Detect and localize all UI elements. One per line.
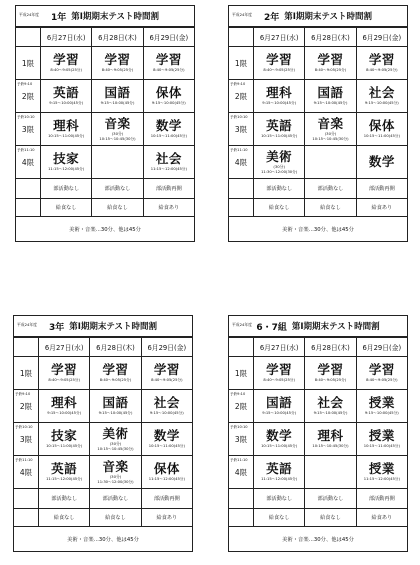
date-header: 6月29日(金) — [356, 28, 407, 47]
subject-name: 社会 — [153, 395, 180, 410]
time-range: 11:15～12:00(45分) — [148, 477, 185, 481]
subject-cell — [254, 357, 305, 390]
timetable-sheet — [13, 315, 193, 547]
subject-name: 理科 — [317, 428, 344, 443]
lunch-row — [229, 509, 408, 527]
bell-time: 予鈴10:10 — [17, 115, 35, 119]
timetable — [228, 27, 408, 217]
subject-cell — [141, 423, 192, 456]
club-status: 部活動再開 — [141, 489, 192, 509]
time-range: 8:40～9:05(25分) — [99, 378, 132, 382]
subject-cell — [39, 390, 90, 423]
period-cell — [229, 390, 254, 423]
subject-cell — [141, 390, 192, 423]
subject-cell — [305, 456, 356, 489]
subject-cell — [254, 456, 305, 489]
time-range: 11:15～12:00(45分) — [150, 167, 187, 171]
time-range: 9:15～10:00(45分) — [313, 411, 348, 415]
period-label: 1限 — [234, 58, 248, 68]
time-range: 9:15～10:00(45分) — [262, 101, 297, 105]
period-cell — [229, 113, 254, 146]
sheet-title — [228, 315, 408, 337]
date-header: 6月29日(金) — [356, 338, 407, 357]
duration-note: (30分) — [109, 440, 122, 446]
subject-name: 音楽 — [104, 115, 131, 131]
period-cell — [16, 146, 41, 179]
exam-title: 第Ⅰ期期末テスト時間割 — [71, 12, 160, 22]
time-range: 10:15～10:45(30分) — [99, 136, 136, 141]
subject-name: 理科 — [51, 395, 78, 410]
blank-cell — [16, 199, 41, 217]
timetable — [228, 337, 408, 527]
date-header: 6月27日(水) — [254, 28, 305, 47]
lunch-status: 給食なし — [92, 199, 143, 217]
subject-name: 国語 — [317, 85, 344, 100]
subject-cell — [254, 390, 305, 423]
date-header: 6月29日(金) — [141, 338, 192, 357]
period-cell — [229, 357, 254, 390]
subject-cell — [356, 423, 407, 456]
subject-cell — [41, 47, 92, 80]
subject-cell — [92, 146, 143, 179]
subject-cell — [305, 80, 356, 113]
bell-time: 予鈴9:10 — [15, 392, 31, 396]
period-row — [229, 146, 408, 179]
time-range: 8:40～9:05(25分) — [153, 68, 185, 72]
timetable — [15, 27, 195, 217]
club-status: 部活動なし — [305, 179, 356, 199]
subject-name: 音楽 — [102, 458, 129, 474]
time-range: 8:40～9:05(25分) — [50, 68, 82, 72]
blank-cell — [229, 509, 254, 527]
time-range: 9:15～10:00(45分) — [151, 101, 186, 105]
sheet-title — [13, 315, 193, 337]
duration-footer: 美術・音楽…30分、他は45分 — [228, 527, 408, 552]
lunch-status: 給食あり — [141, 509, 192, 527]
subject-cell — [305, 47, 356, 80]
time-range: 8:40～9:05(25分) — [263, 378, 295, 382]
blank-cell — [229, 179, 254, 199]
period-row — [229, 456, 408, 489]
sheet-title — [15, 5, 195, 27]
time-range: 8:40～9:05(25分) — [366, 68, 398, 72]
time-range: 10:15～11:00(45分) — [150, 134, 187, 138]
lunch-row — [14, 509, 193, 527]
period-label: 2限 — [234, 91, 248, 101]
period-cell — [16, 80, 41, 113]
exam-title: 第Ⅰ期期末テスト時間割 — [69, 322, 158, 332]
duration-footer: 美術・音楽…30分、他は45分 — [13, 527, 193, 552]
subject-cell — [141, 456, 192, 489]
subject-name: 学習 — [104, 52, 131, 67]
period-label: 4限 — [21, 157, 35, 167]
subject-cell — [39, 423, 90, 456]
subject-name: 美術 — [266, 148, 293, 164]
lunch-status: 給食なし — [305, 199, 356, 217]
lunch-status: 給食あり — [356, 509, 407, 527]
period-cell — [14, 456, 39, 489]
subject-name: 音楽 — [317, 115, 344, 131]
subject-cell — [41, 80, 92, 113]
period-label: 1限 — [21, 58, 35, 68]
club-row — [16, 179, 195, 199]
blank-cell — [229, 199, 254, 217]
period-row — [229, 423, 408, 456]
bell-time: 予鈴10:10 — [230, 425, 248, 429]
subject-cell — [254, 113, 305, 146]
date-header: 6月27日(水) — [39, 338, 90, 357]
subject-name: 保体 — [155, 85, 182, 100]
date-header: 6月29日(金) — [143, 28, 194, 47]
date-header: 6月28日(木) — [90, 338, 141, 357]
subject-cell — [254, 80, 305, 113]
subject-cell — [356, 80, 407, 113]
bell-time: 予鈴9:10 — [230, 392, 246, 396]
bell-time: 予鈴11:10 — [15, 458, 33, 462]
subject-name: 数学 — [153, 428, 180, 443]
time-range: 9:15～10:00(45分) — [364, 411, 399, 415]
subject-cell — [254, 146, 305, 179]
subject-name: 学習 — [102, 362, 129, 377]
time-range: 9:15～10:00(45分) — [364, 101, 399, 105]
subject-name: 学習 — [155, 52, 182, 67]
subject-name: 数学 — [368, 154, 395, 169]
exam-title: 第Ⅰ期期末テスト時間割 — [291, 322, 380, 332]
time-range: 8:40～9:05(25分) — [101, 68, 134, 72]
blank-cell — [14, 509, 39, 527]
period-row — [14, 456, 193, 489]
time-range: 10:15～11:00(45分) — [363, 134, 400, 138]
club-row — [14, 489, 193, 509]
grade-label: 2年 — [263, 12, 280, 23]
time-range: 10:15～11:00(45分) — [363, 444, 400, 448]
period-row — [229, 80, 408, 113]
school-year: 平成24年度 — [19, 12, 40, 17]
subject-cell — [356, 456, 407, 489]
subject-cell — [92, 47, 143, 80]
period-label: 1限 — [234, 368, 248, 378]
subject-name: 国語 — [266, 395, 293, 410]
time-range: 9:15～10:00(45分) — [98, 411, 133, 415]
subject-cell — [254, 47, 305, 80]
grade-label: 6・7組 — [256, 322, 287, 333]
time-range: 11:15～12:00(45分) — [363, 477, 400, 481]
date-header-row — [16, 28, 195, 47]
timetable-sheet — [228, 315, 408, 547]
club-row — [229, 489, 408, 509]
subject-name: 技家 — [53, 151, 80, 166]
lunch-status: 給食なし — [254, 509, 305, 527]
timetable — [13, 337, 193, 527]
time-range: 9:15～10:00(45分) — [313, 101, 348, 105]
duration-note: (30分) — [273, 163, 285, 169]
bell-time: 予鈴11:10 — [230, 148, 248, 152]
bell-time: 予鈴11:10 — [230, 458, 248, 462]
club-status: 部活動なし — [254, 489, 305, 509]
subject-name: 国語 — [102, 395, 129, 410]
subject-cell — [92, 113, 143, 146]
lunch-status: 給食あり — [143, 199, 194, 217]
subject-cell — [39, 456, 90, 489]
subject-cell — [141, 357, 192, 390]
time-range: 10:15～11:00(45分) — [261, 134, 298, 138]
time-range: 11:15～12:00(45分) — [46, 477, 83, 481]
blank-cell — [16, 179, 41, 199]
subject-cell — [143, 80, 194, 113]
subject-name: 理科 — [266, 85, 293, 100]
period-cell — [14, 390, 39, 423]
time-range: 11:30～12:00(30分) — [261, 169, 298, 174]
subject-name: 学習 — [51, 362, 78, 377]
grade-label: 3年 — [48, 322, 65, 333]
club-status: 部活動なし — [254, 179, 305, 199]
school-year: 平成24年度 — [232, 322, 253, 327]
date-header: 6月28日(木) — [92, 28, 143, 47]
subject-cell — [90, 357, 141, 390]
school-year: 平成24年度 — [232, 12, 253, 17]
subject-name: 学習 — [368, 52, 395, 67]
period-label: 3限 — [21, 124, 35, 134]
time-range: 10:15～11:00(45分) — [48, 134, 85, 138]
subject-name: 学習 — [317, 52, 344, 67]
time-range: 9:15～10:00(45分) — [100, 101, 135, 105]
subject-name: 保体 — [153, 461, 180, 476]
date-header: 6月28日(木) — [305, 28, 356, 47]
club-status: 部活動なし — [39, 489, 90, 509]
period-cell — [229, 423, 254, 456]
lunch-status: 給食なし — [39, 509, 90, 527]
subject-name: 学習 — [53, 52, 80, 67]
period-cell — [229, 456, 254, 489]
subject-name: 美術 — [102, 425, 129, 441]
period-label: 3限 — [19, 434, 33, 444]
subject-cell — [356, 390, 407, 423]
period-label: 4限 — [234, 467, 248, 477]
subject-cell — [305, 357, 356, 390]
time-range: 10:15～10:45(30分) — [312, 444, 349, 448]
club-status: 部活動なし — [90, 489, 141, 509]
date-header-row — [229, 338, 408, 357]
period-row — [229, 390, 408, 423]
period-label: 4限 — [19, 467, 33, 477]
time-range: 11:15～12:00(45分) — [261, 477, 298, 481]
subject-cell — [254, 423, 305, 456]
time-range: 8:40～9:05(25分) — [151, 378, 183, 382]
lunch-status: 給食なし — [305, 509, 356, 527]
club-status: 部活動再開 — [143, 179, 194, 199]
subject-name: 英語 — [266, 461, 293, 476]
bell-time: 予鈴9:10 — [17, 82, 33, 86]
date-header-row — [14, 338, 193, 357]
subject-name: 授業 — [368, 428, 395, 443]
period-label: 2限 — [19, 401, 33, 411]
subject-name: 技家 — [51, 428, 78, 443]
lunch-status: 給食なし — [41, 199, 92, 217]
date-header: 6月27日(水) — [254, 338, 305, 357]
time-range: 8:40～9:05(25分) — [314, 68, 347, 72]
subject-cell — [143, 47, 194, 80]
subject-name: 学習 — [317, 362, 344, 377]
time-range: 8:40～9:05(25分) — [263, 68, 295, 72]
period-row — [14, 423, 193, 456]
bell-time: 予鈴9:10 — [230, 82, 246, 86]
school-year: 平成24年度 — [17, 322, 38, 327]
date-header-row — [229, 28, 408, 47]
subject-name: 学習 — [368, 362, 395, 377]
lunch-row — [16, 199, 195, 217]
subject-cell — [356, 146, 407, 179]
time-range: 10:15～10:45(30分) — [312, 136, 349, 141]
corner-cell — [16, 28, 41, 47]
subject-cell — [90, 456, 141, 489]
subject-cell — [305, 146, 356, 179]
lunch-status: 給食なし — [254, 199, 305, 217]
subject-cell — [90, 390, 141, 423]
bell-time: 予鈴10:10 — [15, 425, 33, 429]
subject-name: 学習 — [153, 362, 180, 377]
subject-name: 数学 — [155, 118, 182, 133]
period-label: 1限 — [19, 368, 33, 378]
time-range: 9:15～10:00(45分) — [149, 411, 184, 415]
period-row — [16, 113, 195, 146]
time-range: 9:15～10:00(45分) — [49, 101, 84, 105]
duration-note: (30分) — [111, 130, 124, 136]
time-range: 11:15～12:00(45分) — [48, 167, 85, 171]
subject-cell — [90, 423, 141, 456]
period-label: 2限 — [21, 91, 35, 101]
time-range: 8:40～9:05(25分) — [314, 378, 347, 382]
lunch-row — [229, 199, 408, 217]
bell-time: 予鈴11:10 — [17, 148, 35, 152]
period-cell — [16, 113, 41, 146]
subject-cell — [356, 113, 407, 146]
subject-name: 学習 — [266, 362, 293, 377]
period-row — [16, 80, 195, 113]
subject-name: 保体 — [368, 118, 395, 133]
subject-cell — [41, 113, 92, 146]
time-range: 8:40～9:05(25分) — [48, 378, 80, 382]
period-row — [229, 113, 408, 146]
subject-cell — [143, 113, 194, 146]
time-range: 9:15～10:00(45分) — [47, 411, 82, 415]
club-status: 部活動再開 — [356, 489, 407, 509]
duration-note: (30分) — [324, 130, 337, 136]
subject-name: 英語 — [53, 85, 80, 100]
subject-name: 社会 — [368, 85, 395, 100]
period-label: 2限 — [234, 401, 248, 411]
club-status: 部活動なし — [305, 489, 356, 509]
subject-name: 英語 — [51, 461, 78, 476]
timetable-sheet — [15, 5, 195, 237]
period-row — [16, 47, 195, 80]
duration-footer: 美術・音楽…30分、他は45分 — [228, 217, 408, 242]
subject-cell — [356, 47, 407, 80]
time-range: 10:15～11:00(45分) — [148, 444, 185, 448]
time-range: 10:15～10:45(30分) — [97, 446, 134, 451]
period-row — [229, 357, 408, 390]
corner-cell — [229, 338, 254, 357]
subject-cell — [305, 113, 356, 146]
time-range: 8:40～9:05(25分) — [366, 378, 398, 382]
corner-cell — [229, 28, 254, 47]
subject-cell — [143, 146, 194, 179]
period-row — [14, 357, 193, 390]
date-header: 6月27日(水) — [41, 28, 92, 47]
time-range: 11:30～12:00(30分) — [97, 479, 134, 484]
exam-title: 第Ⅰ期期末テスト時間割 — [284, 12, 373, 22]
grade-label: 1年 — [50, 12, 67, 23]
period-cell — [14, 423, 39, 456]
period-row — [14, 390, 193, 423]
lunch-status: 給食なし — [90, 509, 141, 527]
timetable-sheet — [228, 5, 408, 237]
subject-cell — [39, 357, 90, 390]
period-cell — [229, 47, 254, 80]
period-cell — [16, 47, 41, 80]
period-label: 3限 — [234, 434, 248, 444]
club-status: 部活動再開 — [356, 179, 407, 199]
club-status: 部活動なし — [41, 179, 92, 199]
period-cell — [229, 80, 254, 113]
lunch-status: 給食あり — [356, 199, 407, 217]
date-header: 6月28日(木) — [305, 338, 356, 357]
time-range: 10:15～11:00(45分) — [46, 444, 83, 448]
subject-name: 社会 — [317, 395, 344, 410]
subject-cell — [305, 423, 356, 456]
bell-time: 予鈴10:10 — [230, 115, 248, 119]
subject-cell — [305, 390, 356, 423]
subject-name: 社会 — [155, 151, 182, 166]
corner-cell — [14, 338, 39, 357]
period-row — [229, 47, 408, 80]
period-label: 4限 — [234, 157, 248, 167]
subject-name: 授業 — [368, 395, 395, 410]
club-status: 部活動なし — [92, 179, 143, 199]
sheet-title — [228, 5, 408, 27]
period-row — [16, 146, 195, 179]
subject-cell — [92, 80, 143, 113]
subject-name: 国語 — [104, 85, 131, 100]
club-row — [229, 179, 408, 199]
subject-name: 英語 — [266, 118, 293, 133]
subject-cell — [41, 146, 92, 179]
period-cell — [14, 357, 39, 390]
duration-note: (30分) — [109, 473, 122, 479]
period-label: 3限 — [234, 124, 248, 134]
subject-name: 理科 — [53, 118, 80, 133]
subject-cell — [356, 357, 407, 390]
blank-cell — [229, 489, 254, 509]
time-range: 9:15～10:00(45分) — [262, 411, 297, 415]
duration-footer: 美術・音楽…30分、他は45分 — [15, 217, 195, 242]
time-range: 10:15～11:00(45分) — [261, 444, 298, 448]
blank-cell — [14, 489, 39, 509]
subject-name: 数学 — [266, 428, 293, 443]
subject-name: 学習 — [266, 52, 293, 67]
subject-name: 授業 — [368, 461, 395, 476]
period-cell — [229, 146, 254, 179]
